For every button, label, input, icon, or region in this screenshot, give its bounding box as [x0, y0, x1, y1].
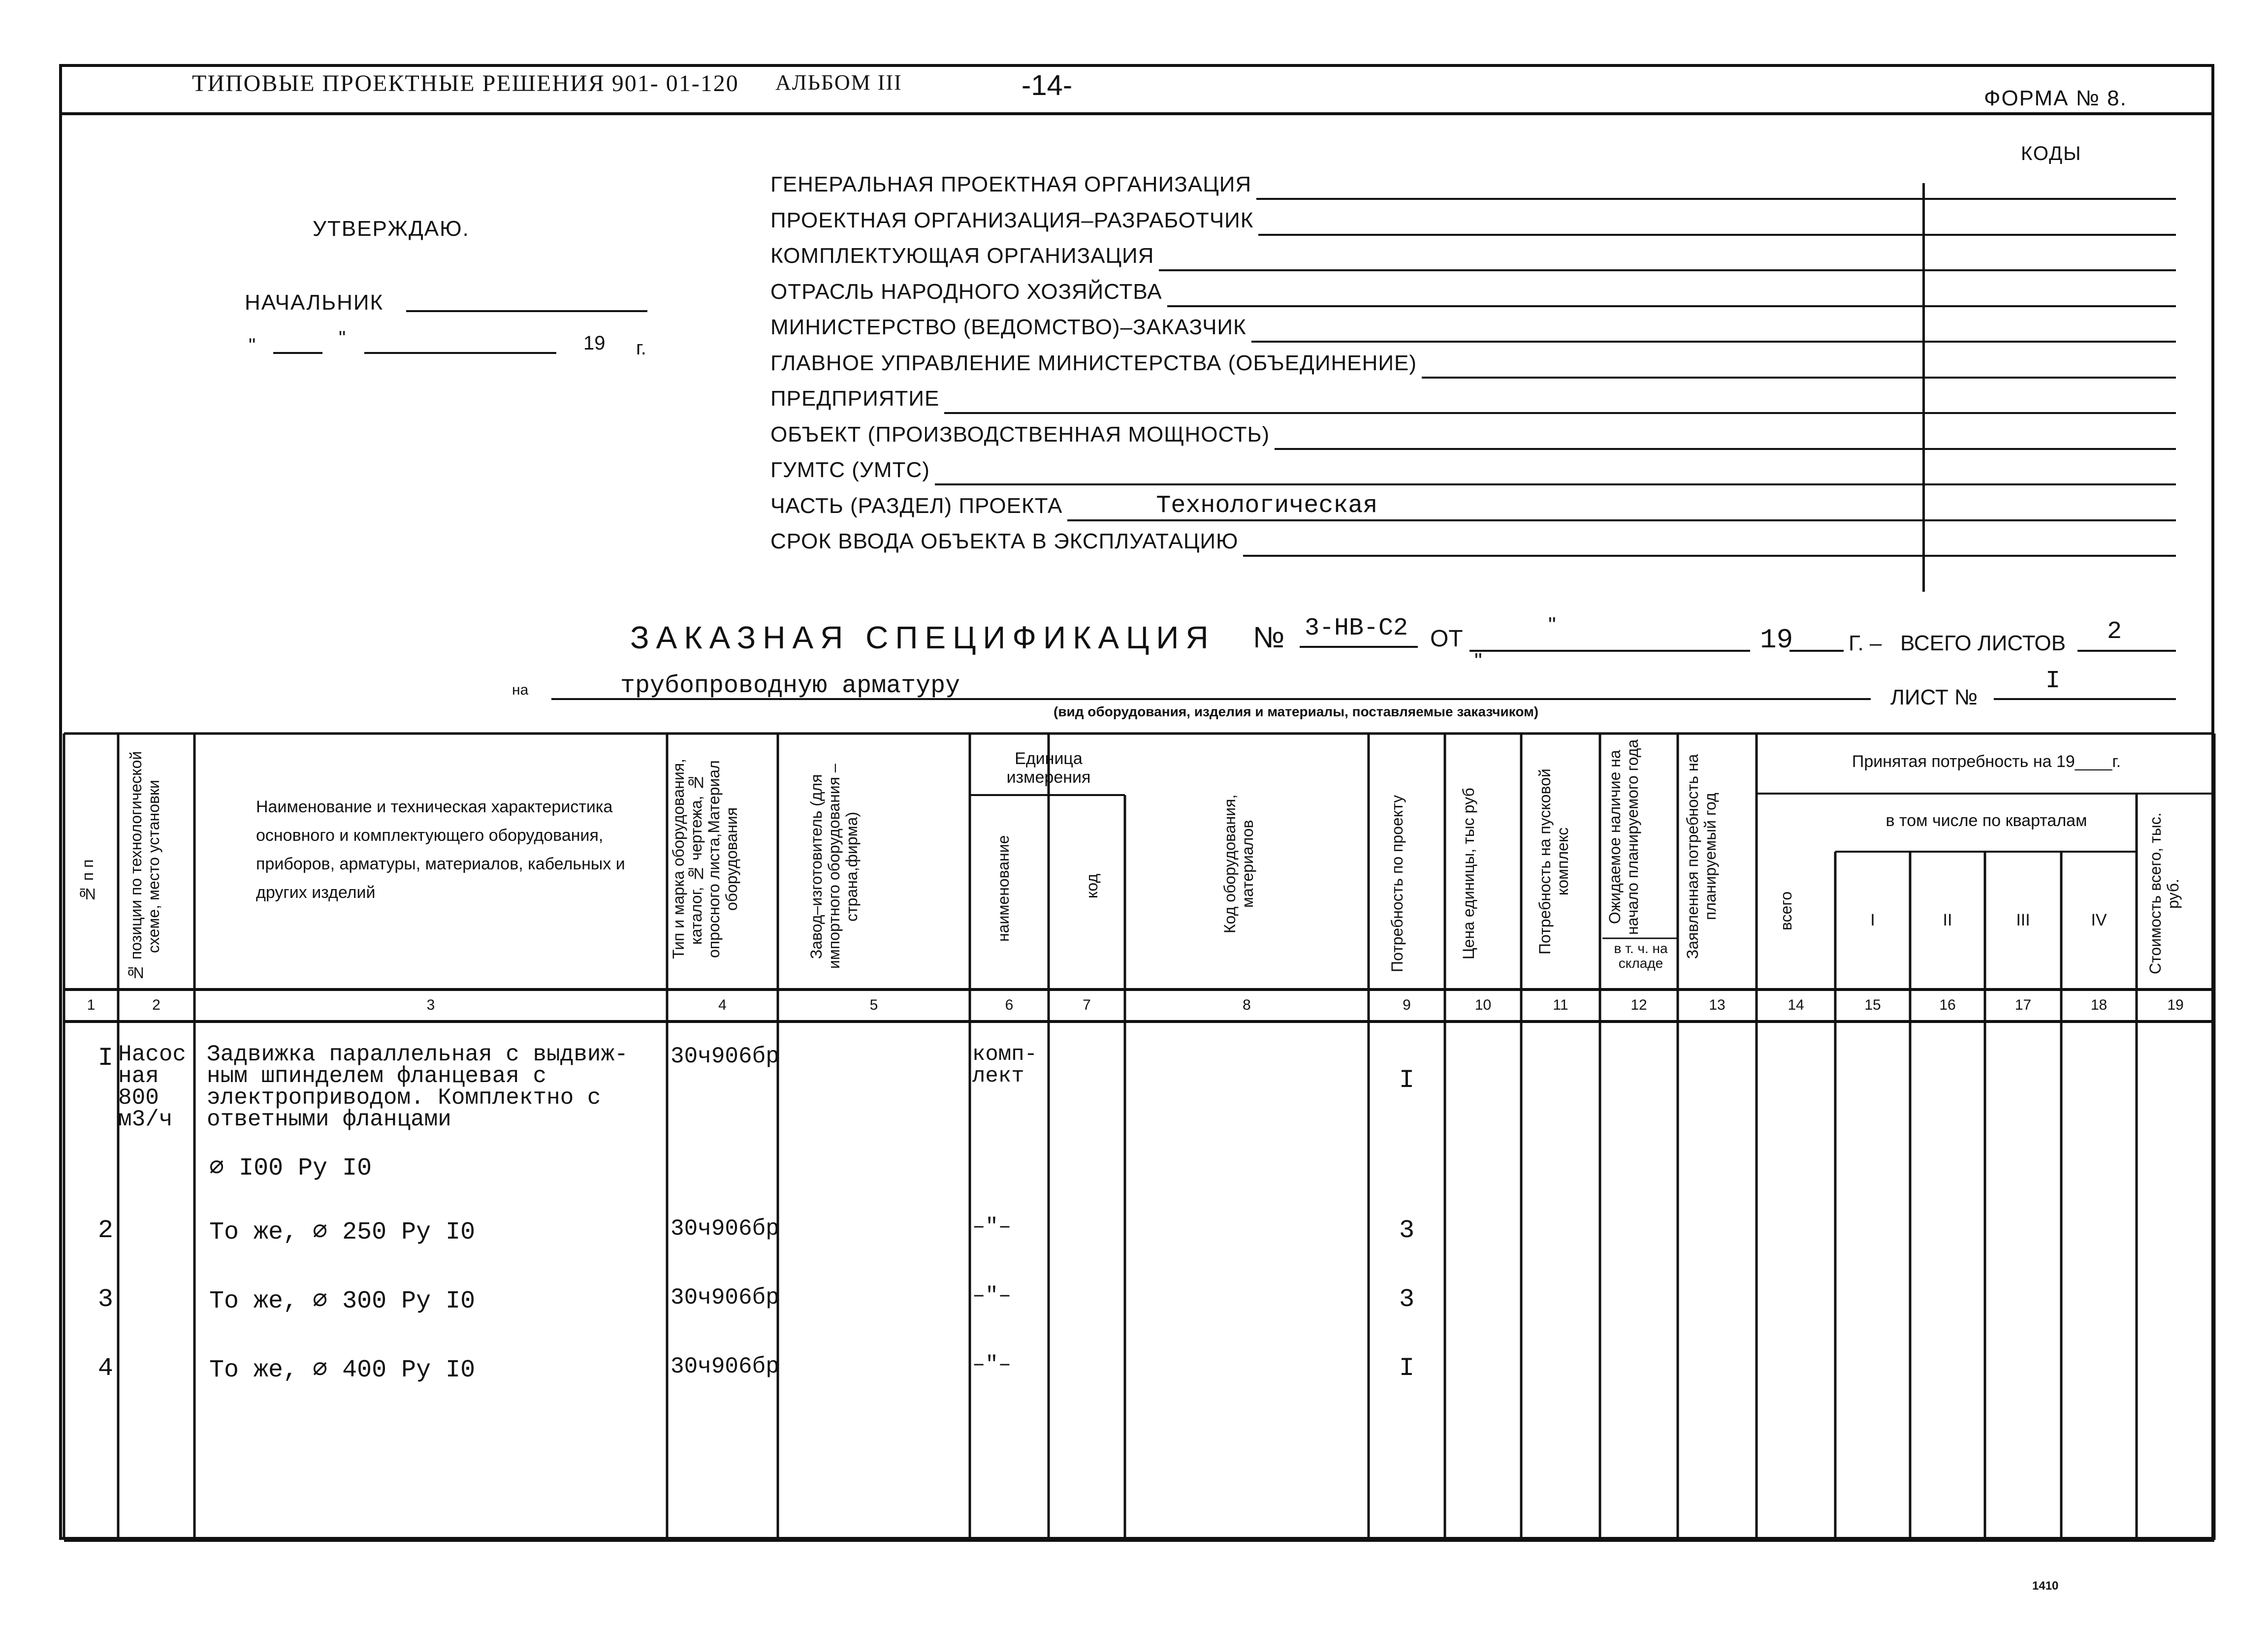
date-year: 19: [583, 332, 606, 354]
column-number: 15: [1864, 997, 1881, 1013]
row-type[interactable]: 30ч906бр: [671, 1354, 779, 1379]
column-number: 18: [2090, 997, 2108, 1013]
column-number: 7: [1083, 997, 1091, 1013]
footer-mark: 1410: [2032, 1579, 2059, 1593]
spec-from-label: ОТ: [1430, 626, 1463, 652]
sheet-value[interactable]: I: [2045, 667, 2061, 695]
col-header-12: Ожидаемое наличие на начало планируемого года: [1606, 739, 1641, 935]
col-header-13: Заявленная потребность на планируемый год: [1684, 754, 1719, 959]
org-field-label: ГЕНЕРАЛЬНАЯ ПРОЕКТНАЯ ОРГАНИЗАЦИЯ: [770, 172, 1252, 196]
row-unit[interactable]: –"–: [972, 1214, 1012, 1239]
total-sheets-value[interactable]: 2: [2107, 618, 2122, 646]
column-number: 5: [869, 997, 878, 1013]
col-header-11: Потребность на пусковой комплекс: [1536, 768, 1571, 955]
total-sheets-label: ВСЕГО ЛИСТОВ: [1900, 631, 2066, 655]
row-position[interactable]: Насос ная 800 м3/ч: [118, 1042, 187, 1132]
row-qty[interactable]: I: [1399, 1066, 1415, 1095]
org-field-label: ЧАСТЬ (РАЗДЕЛ) ПРОЕКТА: [770, 493, 1063, 518]
org-field-value[interactable]: Технологическая: [1156, 491, 1378, 520]
column-number: 11: [1553, 997, 1568, 1013]
spec-number[interactable]: 3-НВ-С2: [1305, 614, 1408, 642]
row-name-size[interactable]: То же, ∅ 400 Ру I0: [209, 1356, 476, 1384]
date-suffix: г.: [636, 337, 646, 359]
column-number: 6: [1005, 997, 1014, 1013]
unit-group-header: Единица измерения: [1006, 749, 1091, 787]
col-header-9: Потребность по проекту: [1388, 795, 1406, 973]
column-number: 12: [1630, 997, 1647, 1013]
album-label: АЛЬБОМ III: [775, 70, 902, 95]
date-quote-close: ": [339, 327, 346, 349]
row-unit[interactable]: комп- лект: [972, 1042, 1038, 1088]
column-number: 10: [1474, 997, 1492, 1013]
row-type[interactable]: 30ч906бр: [671, 1044, 779, 1069]
col-header-2: № позиции по технологической схеме, место установки: [127, 751, 162, 982]
org-field-label: СРОК ВВОДА ОБЪЕКТА В ЭКСПЛУАТАЦИЮ: [770, 529, 1239, 553]
spec-quote-close: ": [1474, 649, 1482, 673]
row-unit[interactable]: –"–: [972, 1352, 1012, 1377]
row-number[interactable]: I: [97, 1044, 113, 1073]
subject-note: (вид оборудования, изделия и материалы, поставляемые заказчиком): [1054, 704, 1539, 719]
col-header-18: IV: [2091, 911, 2107, 929]
codes-label: КОДЫ: [2021, 143, 2082, 164]
spec-year: 19: [1760, 624, 1793, 656]
org-field-label: ОБЪЕКТ (ПРОИЗВОДСТВЕННАЯ МОЩНОСТЬ): [770, 422, 1270, 447]
row-number[interactable]: 3: [97, 1285, 113, 1314]
row-unit[interactable]: –"–: [972, 1283, 1012, 1308]
col-header-15: I: [1870, 911, 1875, 929]
col-header-19: Стоимость всего, тыс. руб.: [2146, 812, 2182, 975]
column-number: 17: [2014, 997, 2032, 1013]
row-number[interactable]: 4: [97, 1354, 113, 1383]
column-number: 9: [1403, 997, 1411, 1013]
org-field-label: КОМПЛЕКТУЮЩАЯ ОРГАНИЗАЦИЯ: [770, 244, 1154, 268]
org-field-label: ПРЕДПРИЯТИЕ: [770, 386, 940, 411]
column-number: 14: [1788, 997, 1804, 1013]
subject-value[interactable]: трубопроводную арматуру: [620, 672, 960, 700]
col-header-17: III: [2016, 911, 2030, 929]
approve-label: УТВЕРЖДАЮ.: [313, 217, 470, 241]
col-header-16: II: [1943, 911, 1952, 929]
column-number: 2: [152, 997, 160, 1013]
series-title: ТИПОВЫЕ ПРОЕКТНЫЕ РЕШЕНИЯ 901- 01-120: [192, 70, 739, 96]
spec-number-label: №: [1253, 621, 1285, 654]
org-field-label: ПРОЕКТНАЯ ОРГАНИЗАЦИЯ–РАЗРАБОТЧИК: [770, 208, 1254, 232]
column-number: 3: [426, 997, 435, 1013]
subject-prefix: на: [512, 682, 529, 698]
col-header-6: наименование: [994, 835, 1012, 942]
row-name[interactable]: Задвижка параллельная с выдвиж- ным шпинделем фланцевая с электроприводом. Комплектно с ответными фланцами: [207, 1042, 628, 1132]
column-number: 4: [718, 997, 727, 1013]
column-number: 16: [1939, 997, 1956, 1013]
row-name-size[interactable]: То же, ∅ 300 Ру I0: [209, 1287, 476, 1315]
col-header-1: № п п: [79, 859, 96, 903]
org-field-label: ГУМТС (УМТС): [770, 458, 930, 482]
page-number: -14-: [1022, 69, 1073, 101]
col-header-3: Наименование и техническая характеристика основного и комплектующего оборудования, приборов, арматуры, материалов, кабельных и других изделий: [256, 798, 625, 902]
row-qty[interactable]: I: [1399, 1354, 1415, 1383]
row-qty[interactable]: 3: [1399, 1216, 1415, 1245]
row-qty[interactable]: 3: [1399, 1285, 1415, 1314]
form-label: ФОРМА № 8.: [1984, 86, 2127, 110]
accepted-group-header: Принятая потребность на 19____г.: [1852, 752, 2121, 771]
column-number: 13: [1709, 997, 1725, 1013]
row-number[interactable]: 2: [97, 1216, 113, 1245]
col-header-4: Тип и марка оборудования, каталог, № чертежа, № опросного листа,Материал оборудования: [670, 759, 740, 959]
sheet-label: ЛИСТ №: [1890, 685, 1978, 709]
column-number: 1: [87, 997, 96, 1013]
chief-label: НАЧАЛЬНИК: [245, 290, 384, 315]
row-name-size[interactable]: То же, ∅ 250 Ру I0: [209, 1218, 476, 1246]
col-header-5: Завод–изготовитель (для импортного оборудования –страна,фирма): [807, 764, 861, 969]
org-field-label: ОТРАСЛЬ НАРОДНОГО ХОЗЯЙСТВА: [770, 279, 1162, 304]
col-header-8: Код оборудования, материалов: [1221, 794, 1256, 934]
column-number: 8: [1243, 997, 1251, 1013]
org-field-label: ГЛАВНОЕ УПРАВЛЕНИЕ МИНИСТЕРСТВА (ОБЪЕДИНЕНИЕ): [770, 351, 1417, 375]
row-type[interactable]: 30ч906бр: [671, 1285, 779, 1310]
spec-title: ЗАКАЗНАЯ СПЕЦИФИКАЦИЯ: [630, 620, 1215, 655]
col-header-7: код: [1083, 873, 1101, 899]
org-field-label: МИНИСТЕРСТВО (ВЕДОМСТВО)–ЗАКАЗЧИК: [770, 315, 1246, 339]
date-quote-open: ": [249, 335, 256, 356]
spec-quote-open: ": [1548, 613, 1556, 637]
row-name-size[interactable]: ∅ I00 Ру I0: [209, 1154, 372, 1182]
stock-sub-header: в т. ч. на складе: [1614, 941, 1668, 971]
quarters-group-header: в том числе по кварталам: [1885, 811, 2087, 830]
column-number: 19: [2167, 997, 2184, 1013]
spec-year-suffix: Г. –: [1849, 631, 1882, 655]
row-type[interactable]: 30ч906бр: [671, 1216, 779, 1242]
col-header-14: всего: [1777, 891, 1795, 930]
col-header-10: Цена единицы, тыс руб: [1460, 788, 1477, 960]
